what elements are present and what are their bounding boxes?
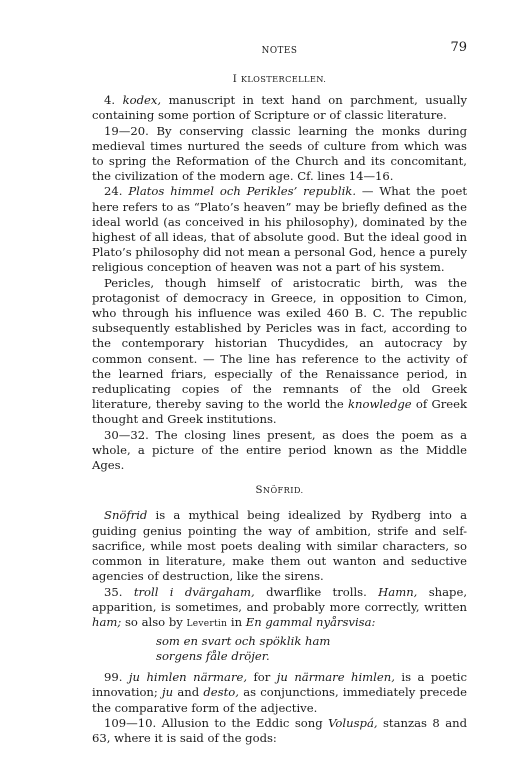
section-title: NÖFRID. bbox=[262, 485, 304, 496]
note-number: 99. bbox=[104, 670, 123, 685]
note-text: for bbox=[253, 670, 271, 685]
note-text: stanzas 8 and 63, where it is said of the gods: bbox=[92, 715, 467, 745]
note-number: 4. bbox=[104, 93, 116, 108]
verse-line: som en svart och spöklik ham bbox=[156, 634, 331, 649]
note-term: Hamn, bbox=[378, 584, 418, 599]
note-term: kodex, bbox=[122, 93, 162, 108]
note-text: as conjunctions, immediately precede the comparative form of the adjective. bbox=[92, 685, 467, 715]
note-35 bbox=[92, 585, 467, 633]
verse-quote bbox=[92, 634, 467, 664]
note-30-32 bbox=[92, 428, 467, 474]
page bbox=[92, 40, 467, 746]
note-term: En gammal nyårsvisa: bbox=[245, 614, 376, 629]
note-text: Allusion to the Eddic song bbox=[161, 715, 323, 730]
note-text: dwarflike trolls. bbox=[266, 584, 367, 599]
note-99 bbox=[92, 670, 467, 716]
note-text: is a poetic innovation; bbox=[92, 670, 467, 700]
note-text: is a mythical being idealized by Rydberg into a guiding genius pointing the way of ambition, strife and self-sacrifice, while most poets dealing with similar characters, so common in literature, make them out wanton and seductive agencies of destruction, like the sirens. bbox=[92, 508, 467, 584]
section-heading-snofrid bbox=[92, 483, 467, 498]
note-term: knowledge bbox=[347, 397, 412, 412]
note-19-20 bbox=[92, 124, 467, 185]
section-numeral: I bbox=[232, 74, 238, 85]
note-109-10 bbox=[92, 716, 467, 746]
note-pericles bbox=[92, 276, 467, 428]
note-term: Snöfrid bbox=[104, 508, 148, 523]
note-term: ju bbox=[162, 685, 174, 700]
note-text: and bbox=[177, 685, 200, 700]
note-4 bbox=[92, 93, 467, 123]
note-text: manuscript in text hand on parchment, usually containing some portion of Scripture or of classic literature. bbox=[92, 93, 468, 123]
note-term: desto, bbox=[203, 685, 239, 700]
section-title-initial: S bbox=[255, 485, 263, 497]
note-text: 19—20. By conserving classic learning the monks during medieval times nurtured the seeds of culture from which was to spring the Reformation of the Church and its concomitant, the civilization of the modern age. Cf. lines 14—16. bbox=[92, 123, 467, 184]
note-text: in bbox=[230, 614, 243, 629]
note-text: so also by bbox=[124, 614, 183, 629]
note-number: 24. bbox=[104, 184, 123, 199]
running-title: NOTES bbox=[261, 46, 298, 56]
note-24 bbox=[92, 184, 467, 275]
running-head bbox=[92, 40, 467, 58]
note-term: troll i dvärgaham, bbox=[133, 584, 255, 599]
section-heading-klostercellen bbox=[92, 72, 467, 87]
note-term: ju närmare himlen, bbox=[276, 670, 395, 685]
note-term: ham; bbox=[92, 614, 122, 629]
note-text: of Greek thought and Greek institutions. bbox=[92, 397, 468, 427]
note-term: Voluspá, bbox=[328, 715, 378, 730]
note-text: Pericles, though himself of aristocratic birth, was the protagonist of democracy in Greece, in opposition to Cimon, who through his influence was exiled 460 B. C. The republic subsequently established by Pericles was in fact, according to the contemporary historian Thucydides, an autocracy by common consent. — The line has reference to the activity of the learned friars, especially of the Renaissance period, in reduplicating copies of the remnants of the old Greek literature, thereby saving to the world the bbox=[92, 275, 467, 412]
note-number: 35. bbox=[104, 584, 123, 599]
note-text: shape, apparition, is sometimes, and probably more correctly, written bbox=[92, 584, 468, 614]
note-number: 109—10. bbox=[104, 715, 157, 730]
note-term: ju himlen närmare, bbox=[128, 670, 248, 685]
note-text: 30—32. The closing lines present, as does the poem as a whole, a picture of the entire period known as the Middle Ages. bbox=[92, 427, 467, 473]
section-title: KLOSTERCELLEN. bbox=[240, 74, 327, 84]
verse-line: sorgens fåle dröjer. bbox=[156, 649, 270, 664]
note-snofrid bbox=[92, 508, 467, 584]
page-number: 79 bbox=[450, 40, 467, 55]
author-name: Levertin bbox=[186, 618, 228, 629]
note-text: — What the poet here refers to as “Plato’s heaven” may be briefly defined as the ideal world (as conceived in his philosophy), dominated by the highest of all ideas, that of absolute good. But the ideal good in Plato’s philosophy did not mean a personal God, hence a purely religious conception of heaven was not a part of his system. bbox=[92, 184, 468, 275]
note-term: Platos himmel och Perikles’ republik. bbox=[128, 184, 357, 199]
